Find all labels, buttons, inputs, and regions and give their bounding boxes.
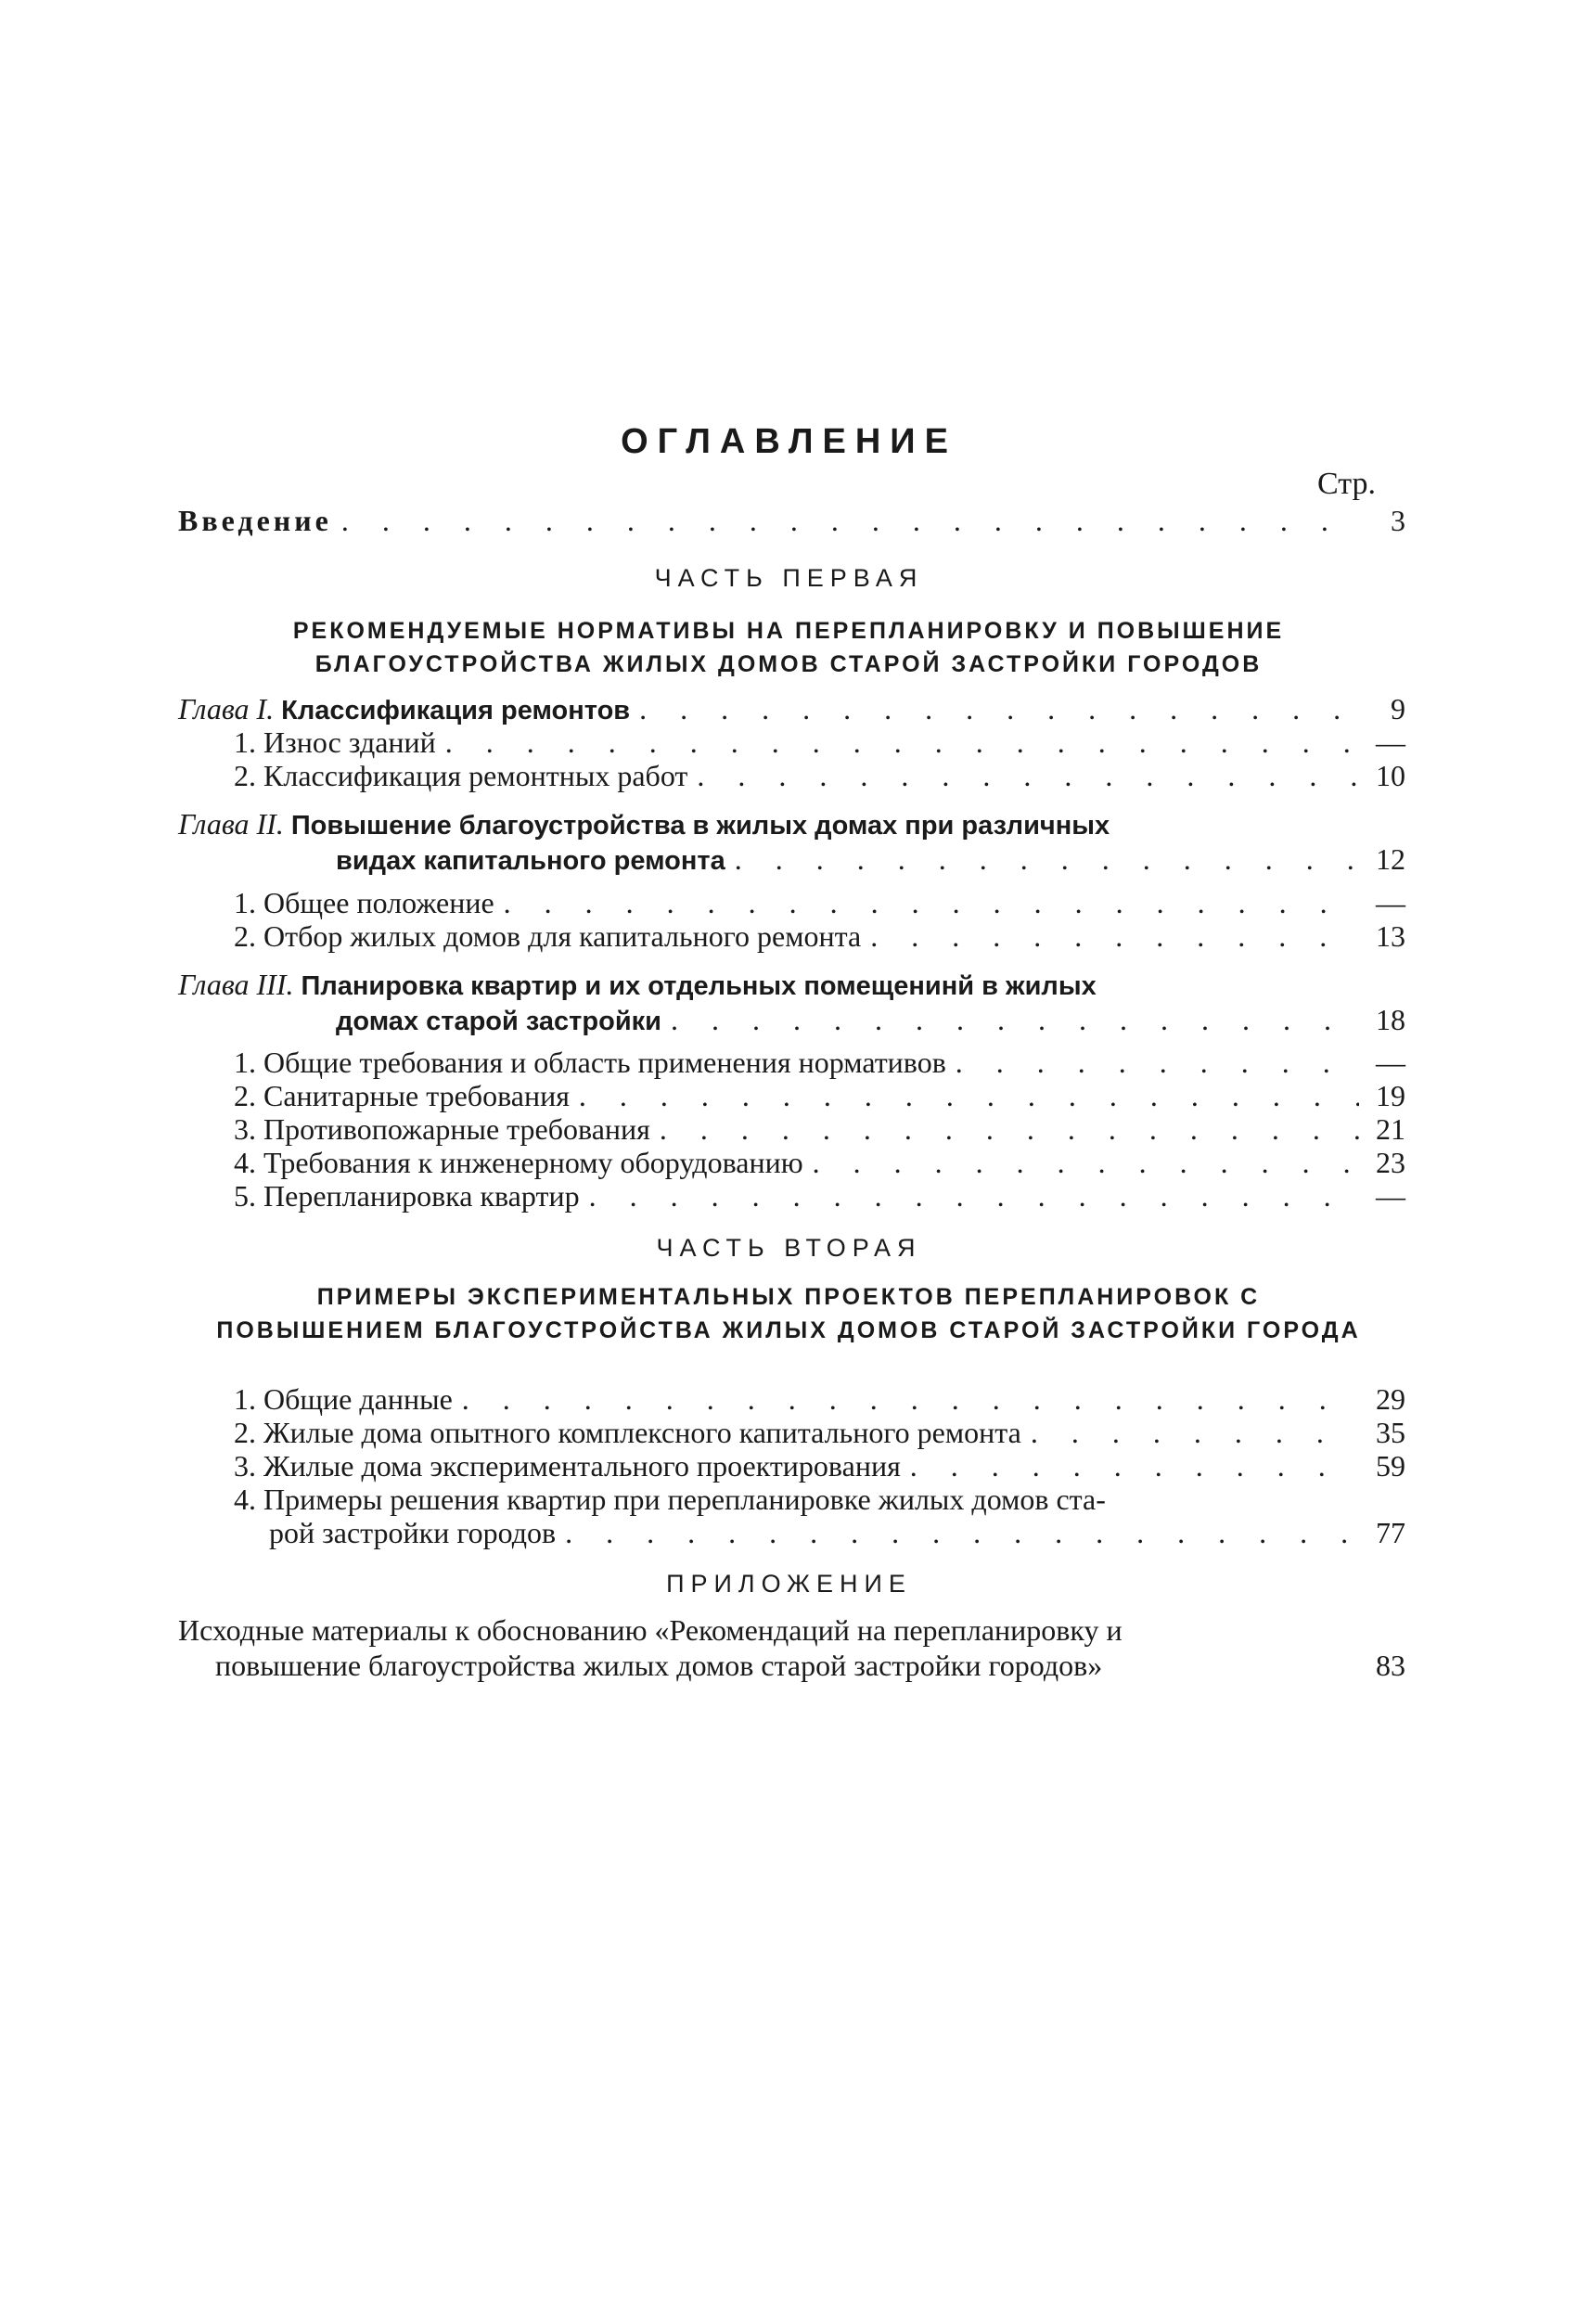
- entry-text-cont: повышение благоустройства жилых домов старой застройки городов»: [215, 1649, 1103, 1682]
- dot-leader: [813, 1146, 1359, 1180]
- entry-page: —: [1376, 1179, 1405, 1213]
- toc-entry-appendix: [178, 1612, 1405, 1683]
- entry-page: 3: [1391, 504, 1405, 537]
- toc-entry-chapter-1: [178, 692, 1405, 729]
- entry-page: —: [1376, 886, 1405, 919]
- entry-text: 1. Общие данные: [234, 1382, 453, 1416]
- dot-leader: [870, 919, 1359, 954]
- entry-page: 77: [1376, 1516, 1405, 1549]
- dot-leader: [589, 1179, 1359, 1213]
- toc-entry: [234, 1449, 1405, 1486]
- entry-text: 2. Классификация ремонтных работ: [234, 759, 688, 792]
- entry-page: 19: [1376, 1079, 1405, 1112]
- toc-entry: [234, 1146, 1405, 1183]
- toc-entry: [234, 1079, 1405, 1116]
- toc-entry: [234, 919, 1405, 957]
- dot-leader: [579, 1079, 1359, 1113]
- entry-text: 5. Перепланировка квартир: [234, 1179, 580, 1213]
- toc-entry-chapter-2: [178, 807, 1405, 878]
- dot-leader: [671, 1003, 1359, 1036]
- chapter-label: Глава II.: [178, 807, 284, 841]
- entry-text-cont: рой застройки городов: [269, 1516, 557, 1549]
- chapter-title: Планировка квартир и их отдельных помещенинй в жилых: [301, 971, 1097, 1001]
- dot-leader: [956, 1046, 1359, 1080]
- entry-page: 21: [1376, 1112, 1405, 1146]
- toc-entry: [234, 1112, 1405, 1149]
- dot-leader: [660, 1112, 1359, 1147]
- entry-page: 12: [1376, 842, 1405, 876]
- chapter-title-cont: домах старой застройки: [336, 1007, 661, 1036]
- chapter-title: Повышение благоустройства в жилых домах при различных: [290, 811, 1110, 841]
- entry-text: Введение: [178, 504, 332, 537]
- entry-text: 3. Жилые дома экспериментального проектирования: [234, 1449, 901, 1483]
- part-two-label: ЧАСТЬ ВТОРАЯ: [656, 1234, 922, 1262]
- part-one-label: ЧАСТЬ ПЕРВАЯ: [654, 564, 924, 592]
- entry-text: 3. Противопожарные требования: [234, 1112, 650, 1146]
- toc-entry: [234, 725, 1405, 763]
- entry-text: 1. Общее положение: [234, 886, 494, 919]
- entry-page: 18: [1376, 1003, 1405, 1036]
- appendix-label: ПРИЛОЖЕНИЕ: [666, 1570, 912, 1598]
- page-title: ОГЛАВЛЕНИЕ: [621, 422, 957, 461]
- dot-leader: [565, 1516, 1359, 1549]
- toc-entry: [234, 759, 1405, 796]
- entry-text: 4. Требования к инженерному оборудованию: [234, 1146, 803, 1179]
- entry-page: —: [1376, 725, 1405, 759]
- entry-page: 35: [1376, 1416, 1405, 1449]
- entry-page: 59: [1376, 1449, 1405, 1483]
- entry-page: 29: [1376, 1382, 1405, 1416]
- dot-leader: [639, 692, 1359, 726]
- dot-leader: [735, 842, 1359, 876]
- chapter-title-cont: видах капитального ремонта: [336, 846, 725, 876]
- dot-leader: [504, 886, 1359, 920]
- part-one-title: РЕКОМЕНДУЕМЫЕ НОРМАТИВЫ НА ПЕРЕПЛАНИРОВКУ И ПОВЫШЕНИЕ БЛАГОУСТРОЙСТВА ЖИЛЫХ ДОМОВ СТАРОЙ ЗАСТРОЙКИ ГОРОДОВ: [292, 618, 1285, 677]
- entry-page: 13: [1376, 919, 1405, 953]
- entry-page: 9: [1391, 692, 1405, 725]
- chapter-label: Глава III.: [178, 968, 294, 1001]
- chapter-label: Глава I.: [178, 692, 275, 725]
- entry-page: 10: [1376, 759, 1405, 792]
- entry-text: 2. Отбор жилых домов для капитального ремонта: [234, 919, 862, 953]
- toc-entry-chapter-3: [178, 968, 1405, 1038]
- dot-leader: [697, 759, 1359, 793]
- dot-leader: [1031, 1416, 1359, 1450]
- entry-text: 4. Примеры решения квартир при перепланировке жилых домов ста-: [234, 1483, 1106, 1516]
- toc-entry: [234, 1046, 1405, 1083]
- part-two-title: ПРИМЕРЫ ЭКСПЕРИМЕНТАЛЬНЫХ ПРОЕКТОВ ПЕРЕПЛАНИРОВОК С ПОВЫШЕНИЕМ БЛАГОУСТРОЙСТВА ЖИЛЫХ ДОМОВ СТАРОЙ ЗАСТРОЙКИ ГОРОДА: [216, 1284, 1361, 1343]
- dot-leader: [910, 1449, 1359, 1483]
- chapter-title: Классификация ремонтов: [281, 696, 631, 725]
- entry-text: 1. Общие требования и область применения нормативов: [234, 1046, 946, 1079]
- toc-entry: [234, 886, 1405, 923]
- entry-page: 83: [1376, 1649, 1405, 1682]
- entry-text: 1. Износ зданий: [234, 725, 436, 759]
- toc-entry: [234, 1179, 1405, 1216]
- toc-entry-multiline: [234, 1483, 1405, 1549]
- toc-entry: [234, 1416, 1405, 1453]
- toc-entry: [234, 1382, 1405, 1419]
- dot-leader: [462, 1382, 1359, 1417]
- page-column-header: Стр.: [1317, 467, 1377, 501]
- entry-page: —: [1376, 1046, 1405, 1079]
- toc-entry-intro: [178, 504, 1405, 541]
- entry-text: 2. Жилые дома опытного комплексного капитального ремонта: [234, 1416, 1021, 1449]
- entry-text: 2. Санитарные требования: [234, 1079, 570, 1112]
- entry-text: Исходные материалы к обоснованию «Рекомендаций на перепланировку и: [178, 1613, 1123, 1647]
- dot-leader: [445, 725, 1359, 760]
- entry-page: 23: [1376, 1146, 1405, 1179]
- dot-leader: [341, 504, 1359, 538]
